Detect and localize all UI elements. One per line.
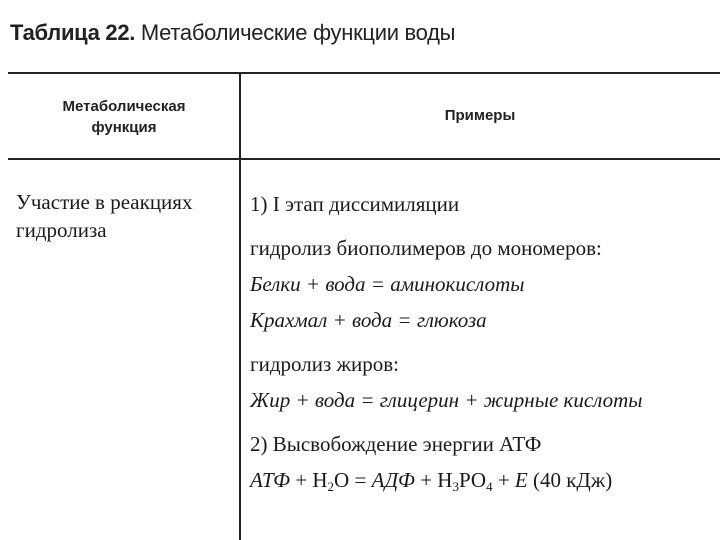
- header-rule: [8, 158, 720, 160]
- atp-water: О =: [334, 468, 372, 492]
- column-divider: [239, 73, 241, 540]
- phosphate-sub-3: 3: [452, 479, 459, 494]
- examples-cell: [250, 186, 718, 498]
- example-fats-equation: Жир + вода = глицерин + жирные кислоты: [250, 388, 643, 412]
- atp-plus-h: + Н: [290, 468, 328, 492]
- example-atp-equation: [250, 462, 718, 498]
- table-number: Таблица 22.: [10, 20, 136, 45]
- function-cell: [16, 188, 236, 244]
- adp-term: АДФ: [371, 468, 415, 492]
- function-line1: Участие в реакциях: [16, 190, 193, 214]
- header-function-line2: функция: [91, 119, 157, 136]
- function-line2: гидролиза: [16, 218, 107, 242]
- phosphate-plus-h: + Н: [414, 468, 453, 492]
- energy-plus: +: [492, 468, 515, 492]
- energy-value: (40 кДж): [527, 468, 613, 492]
- example-starch-equation: Крахмал + вода = глюкоза: [250, 308, 487, 332]
- example-hydrolysis-biopolymers: гидролиз биополимеров до мономеров:: [250, 236, 602, 260]
- example-hydrolysis-fats: гидролиз жиров:: [250, 352, 400, 376]
- example-proteins-equation: Белки + вода = аминокислоты: [250, 272, 525, 296]
- atp-sub-2: 2: [327, 479, 335, 494]
- example-stage2: 2) Высвобождение энергии АТФ: [250, 432, 542, 456]
- header-function-line1: Метаболическая: [62, 98, 186, 115]
- header-function: [10, 96, 238, 138]
- table-title: [10, 20, 455, 46]
- energy-term: Е: [514, 468, 528, 492]
- atp-term: АТФ: [250, 468, 291, 492]
- table-top-rule: [8, 72, 720, 74]
- example-stage1: 1) I этап диссимиляции: [250, 192, 460, 216]
- phosphate-sub-4: 4: [486, 479, 493, 494]
- header-examples: Примеры: [444, 107, 516, 124]
- table-caption: Метаболические функции воды: [140, 20, 456, 45]
- phosphate-po: РО: [458, 468, 487, 492]
